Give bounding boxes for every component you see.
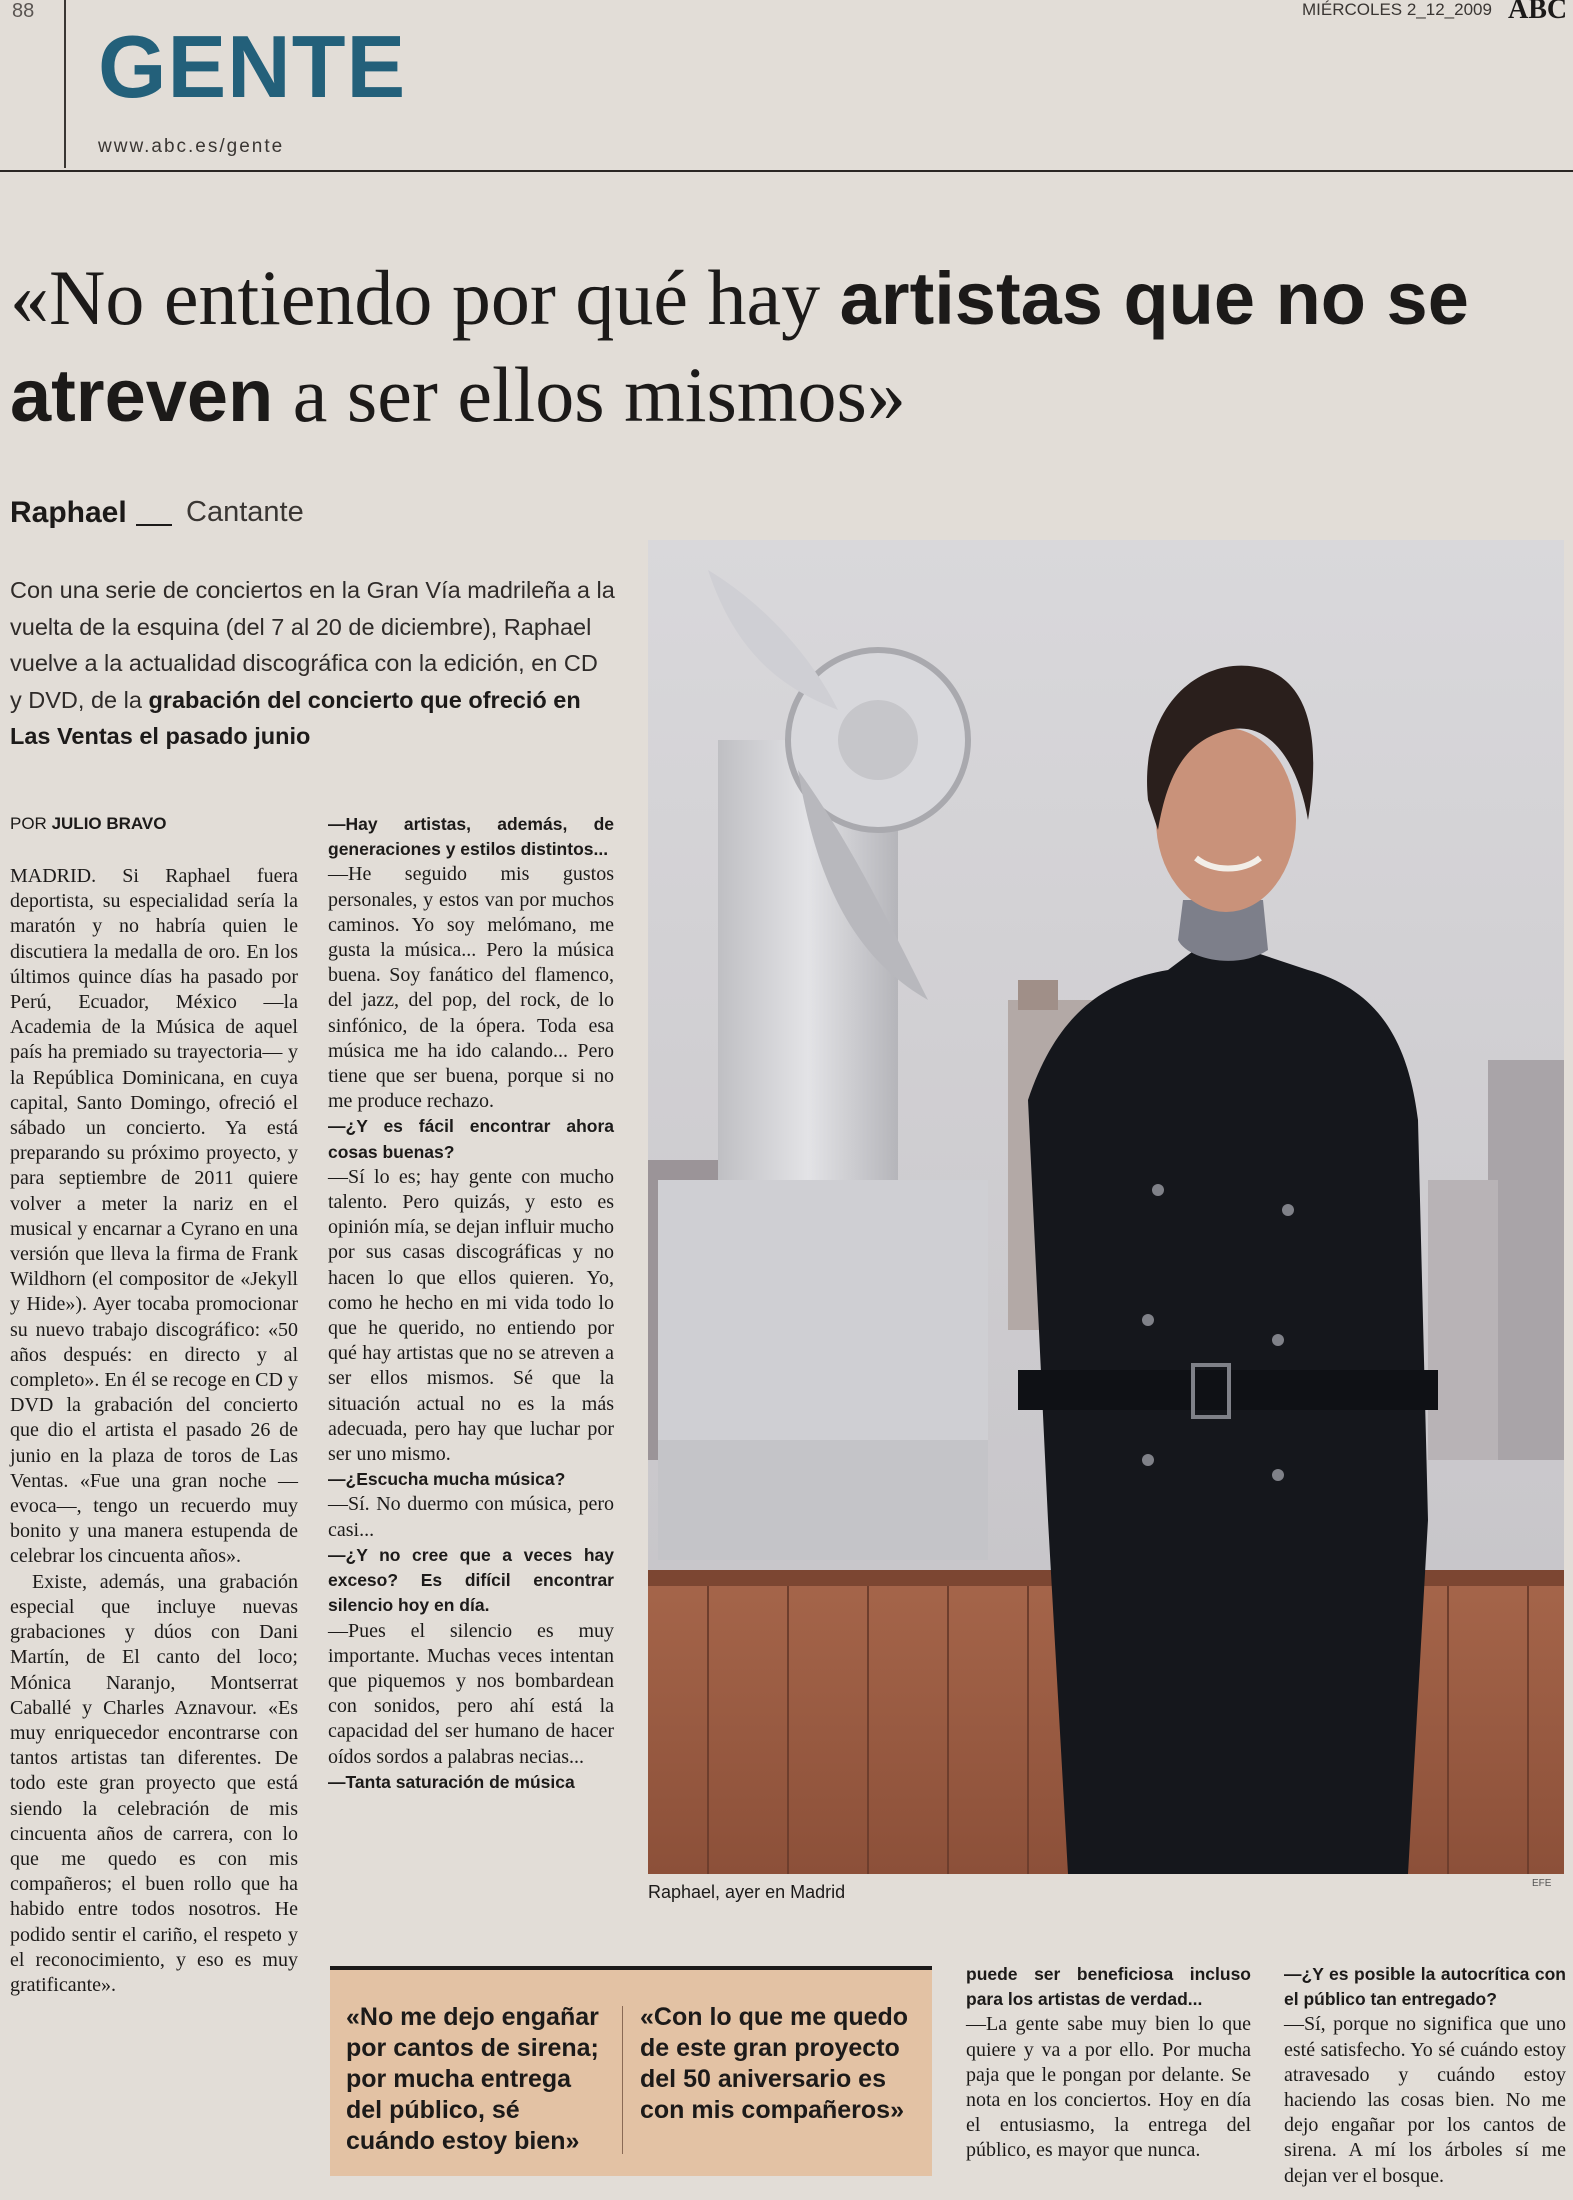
masthead-vertical-rule (64, 0, 66, 168)
article-column-3 (966, 1962, 1251, 2164)
interviewee-role: Cantante (186, 496, 304, 528)
issue-date: MIÉRCOLES 2_12_2009 (1302, 0, 1492, 19)
author-credit (10, 814, 167, 834)
pull-quote-2: «Con lo que me quedo de este gran proyecto del 50 aniversario es con mis compañeros» (640, 2003, 909, 2124)
interview-question: —¿Y es posible la autocrítica con el público tan entregado? (1284, 1964, 1566, 2010)
headline-emphasis: artistas que no se atreven (10, 257, 1469, 437)
interview-answer: —Sí lo es; hay gente con mucho talento. Pero quizás, y esto es opinión mía, se dejan influir mucho por sus casas discográficas y no hacen lo que ellos quieren. Yo, como he hecho en mi vida todo lo que he querido, no entiendo por qué hay artistas que no se atreven a ser ellos mismos. Sé que la situación actual no es la más adecuada, pero hay que luchar por ser uno mismo. (328, 1165, 614, 1466)
photo-raphael (648, 540, 1564, 1874)
intro-highlight: grabación del concierto que ofreció en Las Ventas el pasado junio (10, 686, 581, 749)
interview-question: —¿Y no cree que a veces hay exceso? Es difícil encontrar silencio hoy en día. (328, 1544, 614, 1616)
section-url[interactable]: www.abc.es/gente (98, 136, 285, 157)
article-paragraph: Existe, además, una grabación especial que incluye nuevas grabaciones y dúos con Dani Martín, de El canto del loco; Mónica Naranjo, Montserrat Caballé y Charles Aznavour. «Es muy enriquecedor encontrarse con tantos artistas tan diferentes. De todo este gran proyecto que está siendo la celebración de mis cincuenta años de carrera, con lo que me quedo es con mis compañeros; el buen rollo que ha habido entre todos nosotros. He podido sentir el cariño, el respeto y el reconocimiento, y eso es muy gratificante». (10, 1570, 298, 1996)
article-column-4 (1284, 1962, 1566, 2189)
masthead-rule (0, 170, 1573, 172)
headline-part1: «No entiendo por qué hay (10, 254, 840, 341)
interview-answer: —He seguido mis gustos personales, y estos van por muchos caminos. Yo soy melómano, me gusta la música... Pero la música buena. Soy fanático del flamenco, del jazz, del pop, del rock, de lo sinfónico, de la ópera. Toda esa música me ha ido calando... Pero tiene que ser buena, porque si no me produce rechazo. (328, 863, 614, 1113)
interview-question: puede ser beneficiosa incluso para los artistas de verdad... (966, 1964, 1251, 2010)
author-name: JULIO BRAVO (51, 814, 167, 833)
pull-quote-1: «No me dejo engañar por cantos de sirena; por mucha entrega del público, sé cuándo estoy bien» (346, 2003, 599, 2155)
interview-question: —¿Escucha mucha música? (328, 1469, 566, 1490)
interview-answer: —La gente sabe muy bien lo que quiere y va a por ello. Por mucha paja que le pongan por delante. Se nota en los conciertos. Hoy en día el entusiasmo, la entrega del público, es mayor que nunca. (966, 2013, 1251, 2162)
article-column-1 (10, 864, 298, 1998)
interviewee-name: Raphael (10, 496, 127, 529)
interview-question: —¿Y es fácil encontrar ahora cosas buenas? (328, 1116, 614, 1162)
brand-logo: ABC (1508, 0, 1568, 25)
intro-text: Con una serie de conciertos en la Gran Vía madrileña a la vuelta de la esquina (del 7 al 20 de diciembre), Raphael vuelve a la actualidad discográfica con la edición, en CD y DVD, de la (10, 577, 615, 713)
intro-paragraph (10, 572, 615, 755)
photo-illustration (648, 540, 1564, 1874)
photo-caption: Raphael, ayer en Madrid (648, 1882, 846, 1902)
headline (10, 250, 1550, 444)
article-paragraph: MADRID. Si Raphael fuera deportista, su especialidad sería la maratón y no habría quien le discutiera la medalla de oro. En los últimos quince días ha pasado por Perú, Ecuador, México —la Academia de la Música de aquel país ha premiado su trayectoria— y la República Dominicana, en cuya capital, Santo Domingo, ofreció el sábado un concierto. Ya está preparando su próximo proyecto, y para septiembre de 2011 quiere volver a meter la nariz en el musical y encarnar a Cyrano en una versión que lleva la firma de Frank Wildhorn (el compositor de «Jekyll y Hide»). Ayer tocaba promocionar su nuevo trabajo discográfico: «50 años después: en directo y al completo». En él se recoge en CD y DVD la grabación del concierto que dio el artista el pasado 26 de junio en la plaza de toros de Las Ventas. «Fue una gran noche —evoca—, tengo un recuerdo muy bonito y una manera estupenda de celebrar los cincuenta años». (10, 865, 298, 1568)
pull-quote-divider (622, 2006, 623, 2154)
headline-part3: a ser ellos mismos» (273, 351, 906, 438)
interview-question: —Tanta saturación de música (328, 1771, 575, 1792)
pull-quote-rule (330, 1966, 932, 1970)
byline-separator (136, 524, 172, 526)
photo-credit: EFE (1532, 1878, 1552, 1889)
article-column-2 (328, 812, 614, 1795)
interview-question: —Hay artistas, además, de generaciones y estilos distintos... (328, 814, 614, 860)
interview-answer: —Pues el silencio es muy importante. Muchas veces intentan que piquemos y nos bombardean con sonidos, pero ahí está la capacidad del ser humano de hacer oídos sordos a palabras necias... (328, 1619, 614, 1768)
author-prefix: POR (10, 814, 47, 833)
interview-answer: —Sí, porque no significa que uno esté satisfecho. Yo sé cuándo estoy atravesado y cuándo estoy haciendo las cosas bien. No me dejo engañar por los cantos de sirena. A mí los árboles sí me dejan ver el bosque. (1284, 2013, 1566, 2187)
interview-answer: —Sí. No duermo con música, pero casi... (328, 1493, 614, 1541)
section-title: GENTE (98, 17, 407, 116)
page-number: 88 (12, 0, 35, 22)
